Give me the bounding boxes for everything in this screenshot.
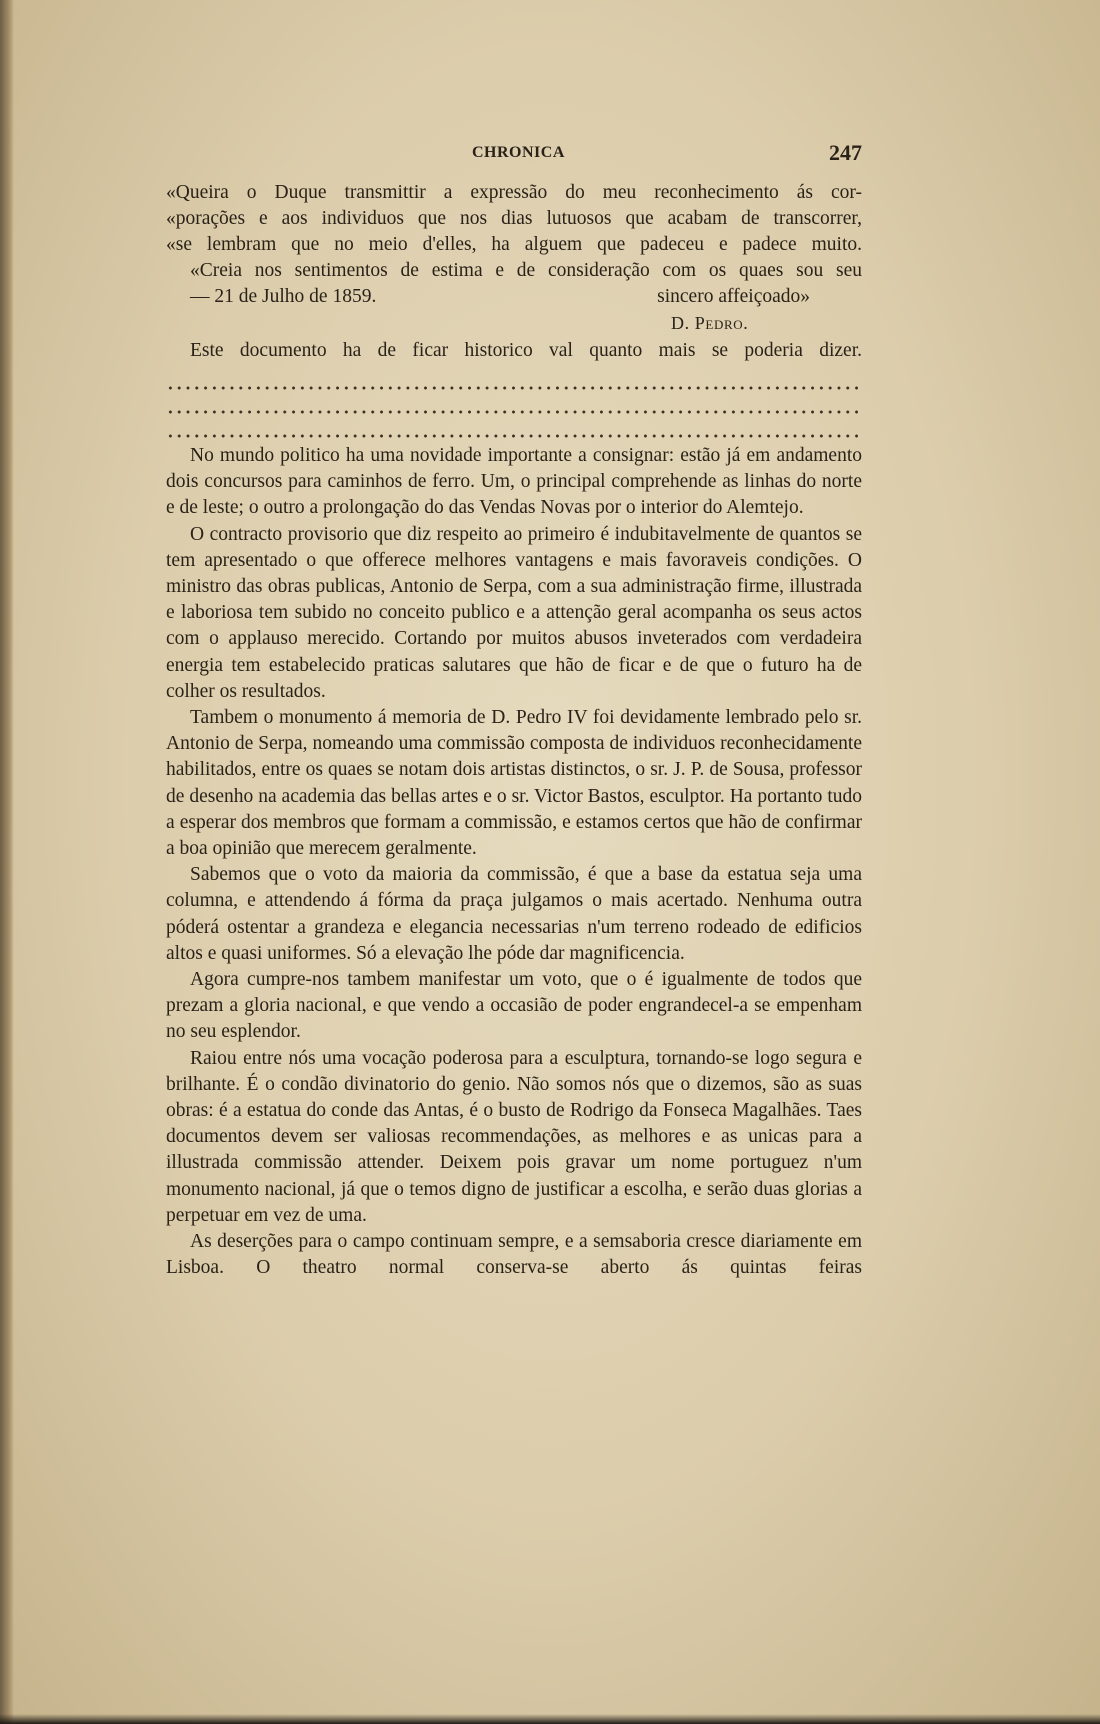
- bottom-edge: [0, 1714, 1100, 1724]
- paragraph: Raiou entre nós uma vocação poderosa para a esculptura, tornando-se logo segura e brilhante. É o condão divinatorio do genio. Não somos nós que o dizemos, são as suas obras: é a estatua do conde das Antas, é o busto de Rodrigo da Fonseca Magalhães. Taes documentos devem ser valiosas recommendações, as melhores e as unicas para a illustrada commissão attender. Deixem pois gravar um nome portuguez n'um monumento nacional, já que o temos digno de justificar a escolha, e serão duas glorias a perpetuar em vez de uma.: [166, 1047, 862, 1226]
- letter-date: — 21 de Julho de 1859.: [190, 286, 377, 307]
- letter-line: «porações e aos individuos que nos dias lutuosos que acabam de transcorrer,: [166, 208, 862, 229]
- dotted-separator: [166, 385, 862, 391]
- paragraph: Sabemos que o voto da maioria da commissão, é que a base da estatua seja uma columna, e attendendo á fórma da praça julgamos o mais acertado. Nenhuma outra póderá ostentar a grandeza e elegancia necessarias n'um terreno rodeado de edificios altos e quasi uniformes. Só a elevação lhe póde dar magnificencia.: [166, 864, 862, 964]
- page-number: 247: [829, 140, 862, 165]
- paragraph: O contracto provisorio que diz respeito ao primeiro é indubitavelmente de quantos se tem apresentado o que offerece melhores vantagens e mais favoraveis condições. O ministro das obras publicas, Antonio de Serpa, com a sua administração firme, illustrada e laboriosa tem subido no conceito publico e a attenção geral acompanha os seus actos com o applauso merecido. Cortando por muitos abusos inveterados com verdadeira energia tem estabelecido praticas salutares que hão de ficar e de que o futuro ha de colher os resultados.: [166, 523, 862, 702]
- binding-edge: [0, 0, 14, 1724]
- letter-closing: sincero affeiçoado»: [657, 286, 810, 307]
- letter-line: «se lembram que no meio d'elles, ha alguem que padeceu e padece muito.: [166, 234, 862, 255]
- letter-signature: D. Pedro.: [671, 313, 749, 333]
- dotted-separator: [166, 409, 862, 415]
- paragraph: Tambem o monumento á memoria de D. Pedro IV foi devidamente lembrado pelo sr. Antonio de Serpa, nomeando uma commissão composta de individuos reconhecidamente habilitados, entre os quaes se notam dois artistas distinctos, o sr. J. P. de Sousa, professor de desenho na academia das bellas artes e o sr. Victor Bastos, esculptor. Ha portanto tudo a esperar dos membros que formam a commissão, e estamos certos que hão de confirmar a boa opinião que merecem geralmente.: [166, 707, 862, 860]
- paragraph: No mundo politico ha uma novidade importante a consignar: estão já em andamento dois concursos para caminhos de ferro. Um, o principal comprehende as linhas do norte e de leste; o outro a prolongação do das Vendas Novas por o interior do Alemtejo.: [166, 445, 862, 519]
- editorial-remark: Este documento ha de ficar historico val quanto mais se poderia dizer.: [190, 340, 862, 361]
- paragraph: Agora cumpre-nos tambem manifestar um voto, que o é igualmente de todos que prezam a gloria nacional, e que vendo a occasião de poder engrandecel-a se empenham no seu esplendor.: [166, 969, 862, 1043]
- quoted-letter: [166, 180, 862, 310]
- letter-line: «Queira o Duque transmittir a expressão do meu reconhecimento ás cor-: [166, 182, 862, 203]
- letter-line: «Creia nos sentimentos de estima e de consideração com os quaes sou seu: [190, 260, 862, 281]
- running-title: CHRONICA: [472, 144, 565, 161]
- letter-date-line: [166, 284, 862, 310]
- article-body: [166, 443, 862, 1282]
- paragraph: As deserções para o campo continuam sempre, e a semsaboria cresce diariamente em Lisboa. O theatro normal conserva-se aberto ás quintas feiras: [166, 1231, 862, 1279]
- dotted-separator: [166, 433, 862, 439]
- page-header: [166, 140, 862, 170]
